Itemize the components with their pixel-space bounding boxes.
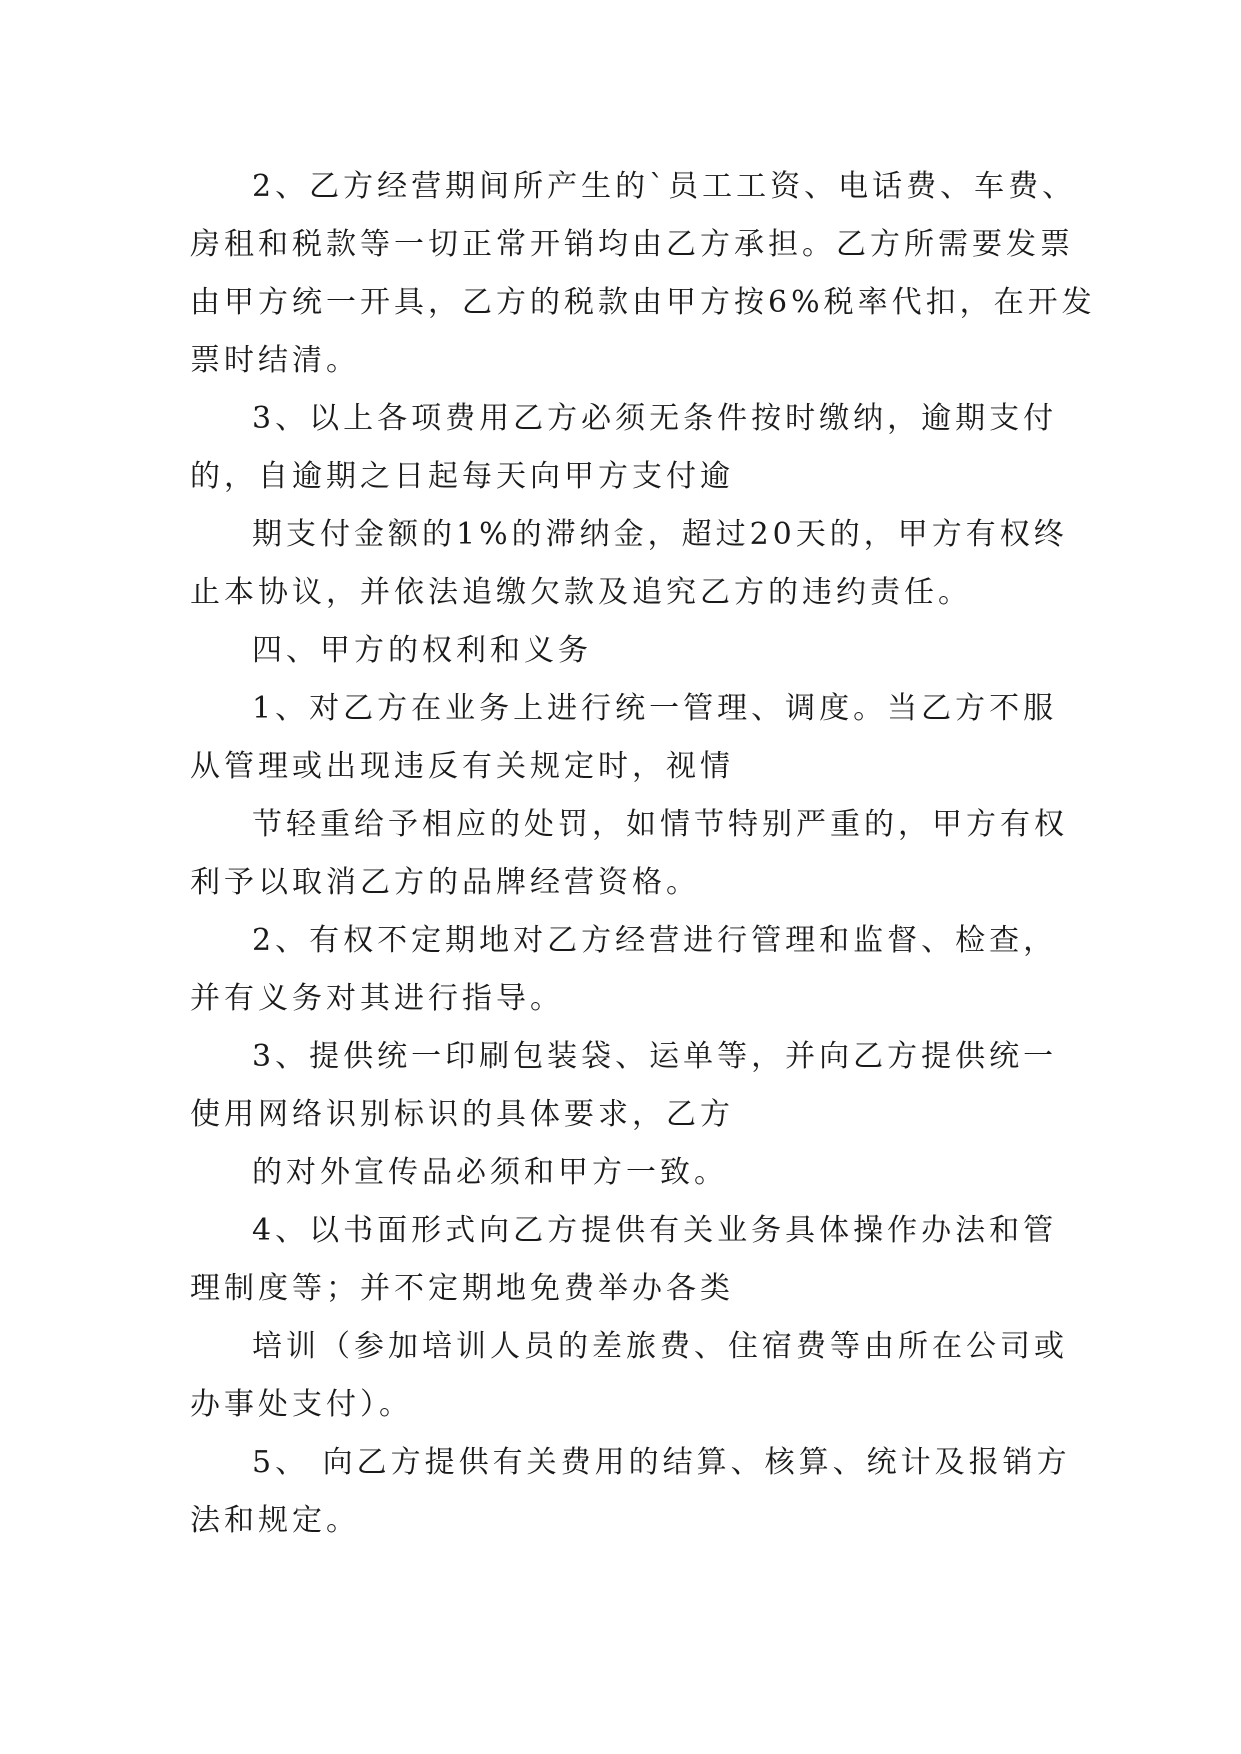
- text-line: 办事处支付）。: [190, 1387, 413, 1422]
- document-body: [190, 158, 1096, 1550]
- text-line: 3、提供统一印刷包装袋、运单等，并向乙方提供统一: [252, 1039, 1058, 1074]
- text-line: 从管理或出现违反有关规定时，视情: [190, 749, 734, 784]
- text-line: 房租和税款等一切正常开销均由乙方承担。乙方所需要发票: [190, 227, 1074, 262]
- text-line: 止本协议，并依法追缴欠款及追究乙方的违约责任。: [190, 575, 972, 610]
- section-heading: 四、甲方的权利和义务: [252, 633, 592, 668]
- text-line: 法和规定。: [190, 1503, 360, 1538]
- text-line: 并有义务对其进行指导。: [190, 981, 564, 1016]
- text-line: 2、乙方经营期间所产生的`员工工资、电话费、车费、: [252, 169, 1077, 204]
- text-line: 培训（参加培训人员的差旅费、住宿费等由所在公司或: [252, 1329, 1068, 1364]
- text-line: 的，自逾期之日起每天向甲方支付逾: [190, 459, 734, 494]
- text-line: 理制度等；并不定期地免费举办各类: [190, 1271, 734, 1306]
- text-line: 期支付金额的1%的滞纳金，超过20天的，甲方有权终: [252, 517, 1068, 552]
- text-line: 1、对乙方在业务上进行统一管理、调度。当乙方不服: [252, 691, 1058, 726]
- text-line: 的对外宣传品必须和甲方一致。: [252, 1155, 728, 1190]
- text-line: 4、以书面形式向乙方提供有关业务具体操作办法和管: [252, 1213, 1058, 1248]
- text-line: 票时结清。: [190, 343, 360, 378]
- text-line: 节轻重给予相应的处罚，如情节特别严重的，甲方有权: [252, 807, 1068, 842]
- text-line: 由甲方统一开具，乙方的税款由甲方按6%税率代扣，在开发: [190, 285, 1096, 320]
- text-line: 使用网络识别标识的具体要求，乙方: [190, 1097, 734, 1132]
- text-line: 3、以上各项费用乙方必须无条件按时缴纳，逾期支付: [252, 401, 1058, 436]
- text-line: 5、 向乙方提供有关费用的结算、核算、统计及报销方: [252, 1445, 1071, 1480]
- text-line: 利予以取消乙方的品牌经营资格。: [190, 865, 700, 900]
- text-line: 2、有权不定期地对乙方经营进行管理和监督、检查，: [252, 923, 1058, 958]
